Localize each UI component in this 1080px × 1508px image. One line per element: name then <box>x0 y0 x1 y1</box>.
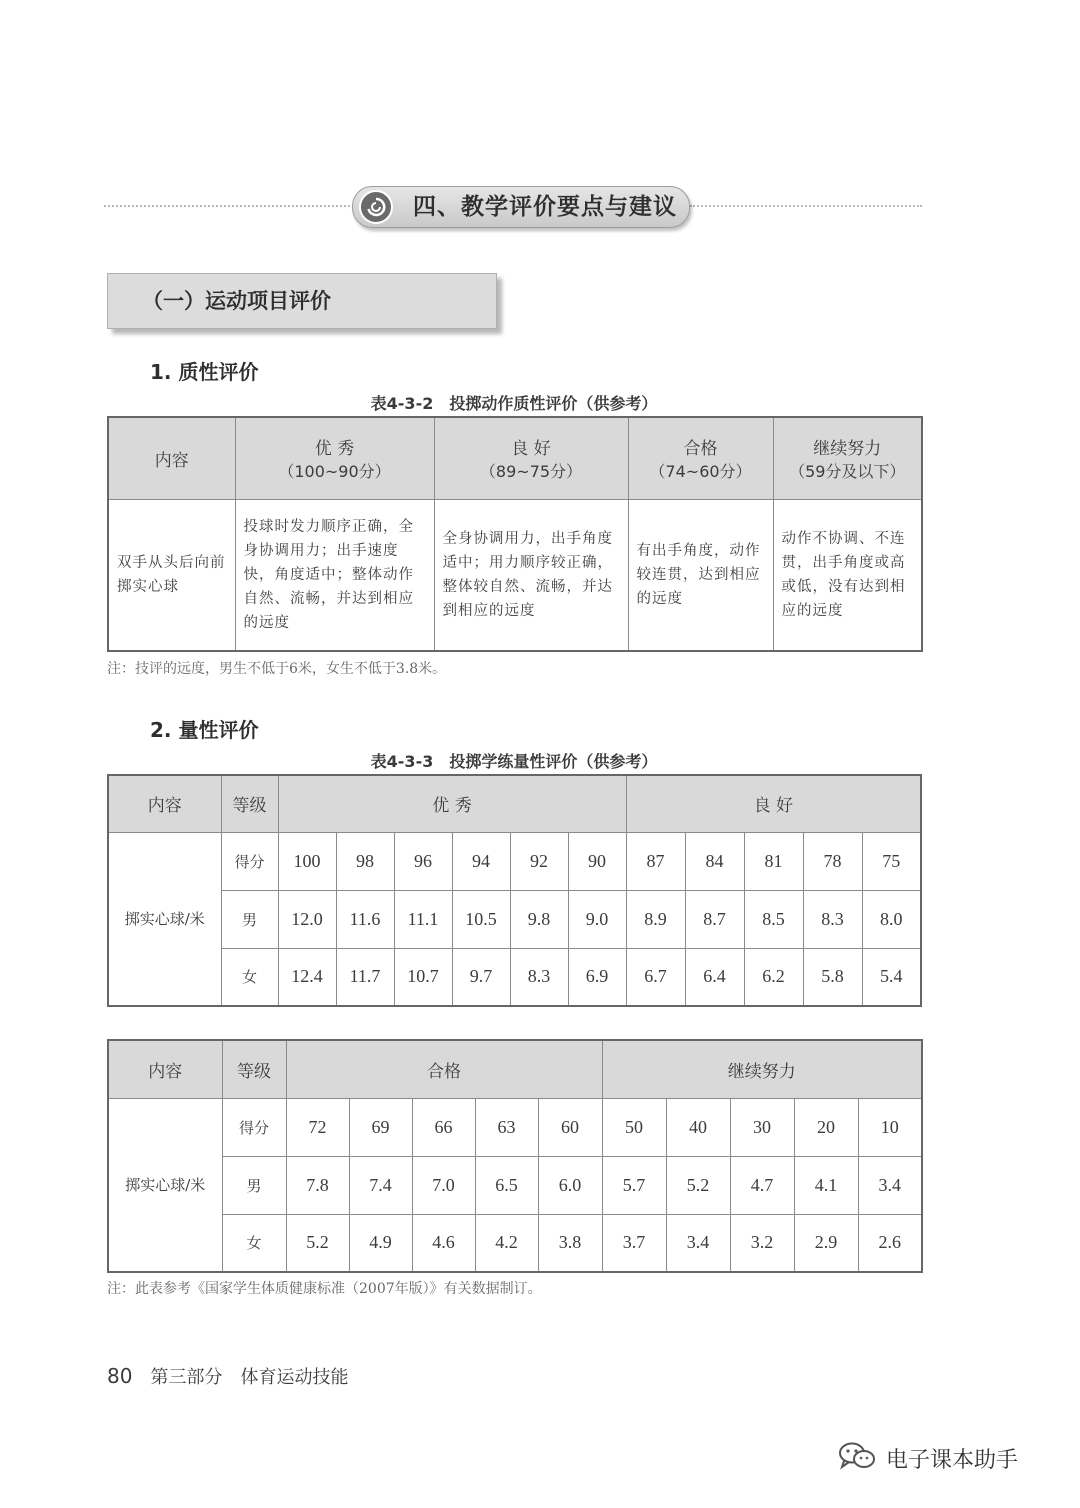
score-cell: 75 <box>862 832 921 890</box>
score-cell: 72 <box>286 1098 349 1156</box>
header-grade: 等级 <box>222 1040 286 1098</box>
level-name: 良 好 <box>511 439 551 460</box>
score-cell: 87 <box>626 832 685 890</box>
table-header-row <box>108 775 921 832</box>
score-cell: 66 <box>412 1098 475 1156</box>
level-name: 继续努力 <box>813 439 882 460</box>
header-content: 内容 <box>108 417 235 499</box>
banner-divider-right <box>690 205 922 207</box>
page-footer <box>107 1363 348 1389</box>
score-cell: 50 <box>602 1098 666 1156</box>
female-cell: 11.7 <box>336 948 394 1006</box>
score-cell: 96 <box>394 832 452 890</box>
male-cell: 11.1 <box>394 890 452 948</box>
header-grade: 等级 <box>221 775 278 832</box>
header-level-good <box>434 417 628 499</box>
female-cell: 5.8 <box>803 948 862 1006</box>
header-content: 内容 <box>108 1040 222 1098</box>
female-cell: 6.7 <box>626 948 685 1006</box>
male-cell: 6.0 <box>538 1156 602 1214</box>
score-cell: 84 <box>685 832 744 890</box>
female-row <box>108 948 921 1006</box>
level-name: 合格 <box>683 439 718 460</box>
table-header-row <box>108 417 922 499</box>
note-qualitative: 注：技评的远度，男生不低于6米，女生不低于3.8米。 <box>107 661 447 677</box>
male-cell: 7.8 <box>286 1156 349 1214</box>
group-keep-trying: 继续努力 <box>602 1040 922 1098</box>
male-cell: 8.3 <box>803 890 862 948</box>
female-cell: 4.9 <box>349 1214 412 1272</box>
swirl-logo-icon <box>359 190 393 224</box>
female-row <box>108 1214 922 1272</box>
female-cell: 2.9 <box>794 1214 858 1272</box>
male-cell: 3.4 <box>858 1156 922 1214</box>
score-cell: 20 <box>794 1098 858 1156</box>
female-cell: 8.3 <box>510 948 568 1006</box>
male-cell: 7.4 <box>349 1156 412 1214</box>
female-cell: 4.2 <box>475 1214 538 1272</box>
row-label-female: 女 <box>222 1214 286 1272</box>
score-cell: 63 <box>475 1098 538 1156</box>
male-row <box>108 1156 922 1214</box>
quantitative-table-1 <box>107 774 922 1007</box>
male-cell: 4.7 <box>730 1156 794 1214</box>
female-cell: 3.8 <box>538 1214 602 1272</box>
female-cell: 6.9 <box>568 948 626 1006</box>
row-label-score: 得分 <box>221 832 278 890</box>
wechat-icon <box>838 1441 876 1475</box>
level-range: （59分及以下） <box>789 462 906 482</box>
female-cell: 6.2 <box>744 948 803 1006</box>
item-label: 掷实心球/米 <box>108 832 221 1006</box>
female-cell: 5.2 <box>286 1214 349 1272</box>
banner-divider-left <box>104 205 350 207</box>
level-name: 优 秀 <box>314 439 355 460</box>
heading-qualitative: 1. 质性评价 <box>150 360 259 384</box>
item-label: 双手从头后向前掷实心球 <box>108 499 235 651</box>
heading-quantitative: 2. 量性评价 <box>150 718 259 742</box>
level-range: （74~60分） <box>649 462 752 482</box>
female-cell: 3.4 <box>666 1214 730 1272</box>
female-cell: 5.4 <box>862 948 921 1006</box>
female-cell: 3.2 <box>730 1214 794 1272</box>
male-cell: 9.0 <box>568 890 626 948</box>
qualitative-table <box>107 416 923 652</box>
male-cell: 6.5 <box>475 1156 538 1214</box>
male-cell: 9.8 <box>510 890 568 948</box>
subsection-title: （一）运动项目评价 <box>142 289 331 313</box>
criteria-pass: 有出手角度，动作较连贯，达到相应的远度 <box>628 499 773 651</box>
score-row <box>108 1098 922 1156</box>
part-label: 第三部分 体育运动技能 <box>150 1367 349 1388</box>
score-cell: 69 <box>349 1098 412 1156</box>
note-quantitative: 注：此表参考《国家学生体质健康标准（2007年版）》有关数据制订。 <box>107 1281 542 1297</box>
section-title: 四、教学评价要点与建议 <box>413 194 677 220</box>
table-caption-4-3-2: 表4-3-2 投掷动作质性评价（供参考） <box>370 394 658 413</box>
criteria-excellent: 投球时发力顺序正确，全身协调用力；出手速度快，角度适中；整体动作自然、流畅，并达到相应的远度 <box>235 499 434 651</box>
wechat-watermark <box>838 1441 1018 1475</box>
table-row <box>108 499 922 651</box>
score-cell: 30 <box>730 1098 794 1156</box>
group-excellent: 优 秀 <box>278 775 626 832</box>
score-cell: 94 <box>452 832 510 890</box>
male-cell: 5.7 <box>602 1156 666 1214</box>
watermark-label: 电子课本助手 <box>886 1447 1019 1473</box>
male-cell: 8.7 <box>685 890 744 948</box>
page-number: 80 <box>107 1364 133 1388</box>
header-level-pass <box>628 417 773 499</box>
male-cell: 8.9 <box>626 890 685 948</box>
male-cell: 8.0 <box>862 890 921 948</box>
score-cell: 78 <box>803 832 862 890</box>
header-level-excellent <box>235 417 434 499</box>
female-cell: 4.6 <box>412 1214 475 1272</box>
female-cell: 2.6 <box>858 1214 922 1272</box>
score-cell: 98 <box>336 832 394 890</box>
score-cell: 10 <box>858 1098 922 1156</box>
male-cell: 5.2 <box>666 1156 730 1214</box>
section-banner <box>352 186 690 228</box>
female-cell: 12.4 <box>278 948 336 1006</box>
item-label: 掷实心球/米 <box>108 1098 222 1272</box>
male-cell: 8.5 <box>744 890 803 948</box>
row-label-male: 男 <box>222 1156 286 1214</box>
group-pass: 合格 <box>286 1040 602 1098</box>
score-row <box>108 832 921 890</box>
subsection-box <box>107 273 497 329</box>
row-label-score: 得分 <box>222 1098 286 1156</box>
header-level-keep-trying <box>773 417 922 499</box>
female-cell: 3.7 <box>602 1214 666 1272</box>
male-cell: 11.6 <box>336 890 394 948</box>
level-range: （89~75分） <box>479 462 583 482</box>
male-row <box>108 890 921 948</box>
score-cell: 100 <box>278 832 336 890</box>
male-cell: 10.5 <box>452 890 510 948</box>
header-content: 内容 <box>108 775 221 832</box>
female-cell: 10.7 <box>394 948 452 1006</box>
score-cell: 92 <box>510 832 568 890</box>
group-good: 良 好 <box>626 775 921 832</box>
score-cell: 90 <box>568 832 626 890</box>
female-cell: 6.4 <box>685 948 744 1006</box>
quantitative-table-2 <box>107 1039 923 1273</box>
male-cell: 4.1 <box>794 1156 858 1214</box>
male-cell: 12.0 <box>278 890 336 948</box>
score-cell: 60 <box>538 1098 602 1156</box>
table-header-row <box>108 1040 922 1098</box>
criteria-good: 全身协调用力，出手角度适中；用力顺序较正确，整体较自然、流畅，并达到相应的远度 <box>434 499 628 651</box>
row-label-female: 女 <box>221 948 278 1006</box>
female-cell: 9.7 <box>452 948 510 1006</box>
score-cell: 81 <box>744 832 803 890</box>
male-cell: 7.0 <box>412 1156 475 1214</box>
criteria-keep-trying: 动作不协调、不连贯，出手角度或高或低，没有达到相应的远度 <box>773 499 922 651</box>
row-label-male: 男 <box>221 890 278 948</box>
score-cell: 40 <box>666 1098 730 1156</box>
level-range: （100~90分） <box>278 462 391 482</box>
table-caption-4-3-3: 表4-3-3 投掷学练量性评价（供参考） <box>370 752 658 771</box>
